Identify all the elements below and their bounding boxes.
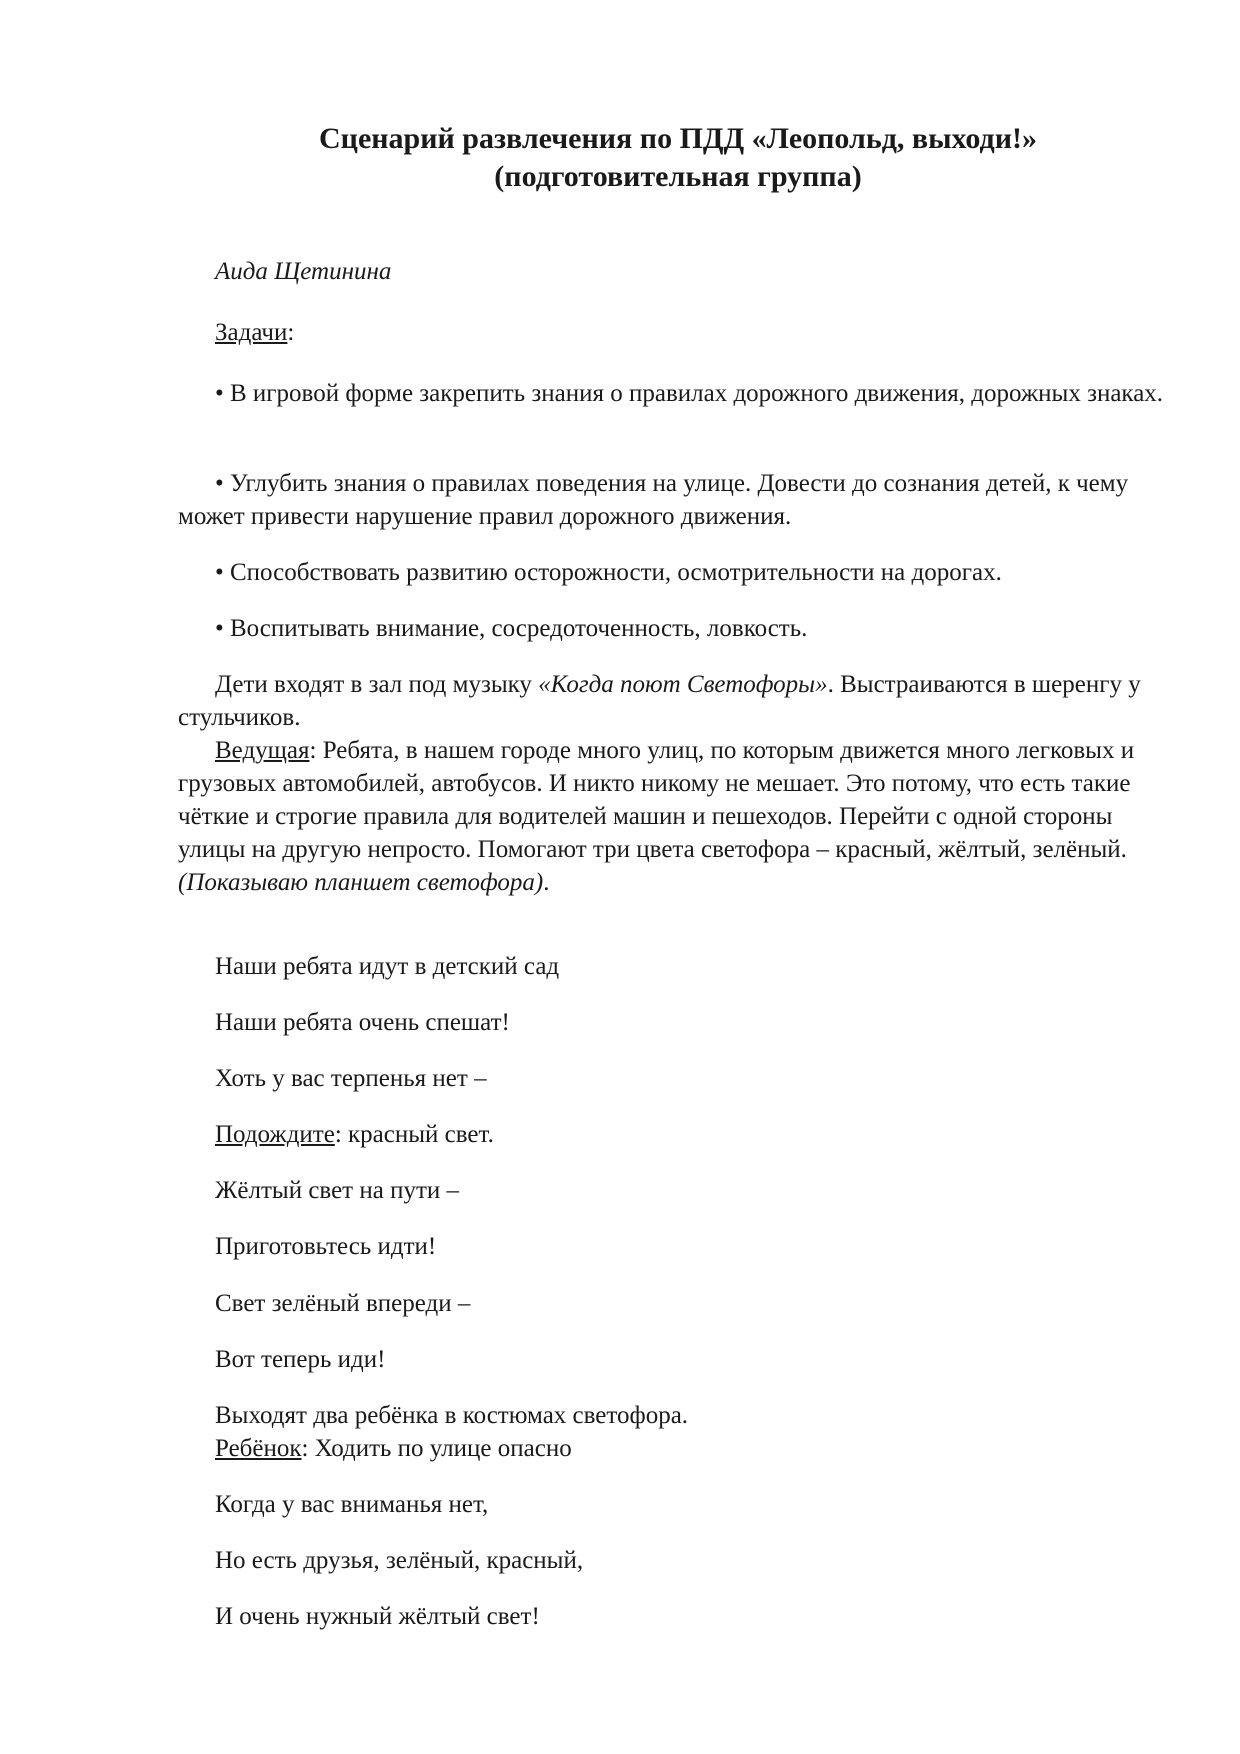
host-stage-direction: (Показываю планшет светофора) <box>178 869 544 896</box>
task-item-2: • Углубить знания о правилах поведения на улице. Довести до сознания детей, к чему может привести нарушение правил дорожного движения. <box>178 470 1129 530</box>
poem-line-7: Свет зелёный впереди – <box>215 1290 471 1317</box>
child-text: : Ходить по улице опасно <box>301 1435 572 1462</box>
wait-rest: : красный свет. <box>334 1121 494 1148</box>
task-item-3: • Способствовать развитию осторожности, осмотрительности на дорогах. <box>215 559 1002 586</box>
poem-line-9: Когда у вас вниманья нет, <box>215 1491 489 1518</box>
tasks-heading-colon: : <box>287 319 295 346</box>
wait-word: Подождите <box>215 1121 335 1148</box>
intro-paragraph <box>178 668 1168 734</box>
host-text: : Ребята, в нашем городе много улиц, по которым движется много легковых и грузовых автомобилей, автобусов. И никто никому не мешает. Это потому, что есть такие чёткие и строгие правила для водителей машин и пешеходов. Перейти с одной стороны улицы на другую непросто. Помогают три цвета светофора – красный, жёлтый, зелёный. <box>178 737 1135 863</box>
host-paragraph <box>178 734 1168 899</box>
child-speaker: Ребёнок <box>215 1435 302 1462</box>
host-end: . <box>543 869 550 896</box>
poem-line-5: Жёлтый свет на пути – <box>215 1177 460 1204</box>
poem-line-2: Наши ребята очень спешат! <box>215 1009 510 1036</box>
task-item-1: • В игровой форме закрепить знания о правилах дорожного движения, дорожных знаках. <box>215 380 1164 407</box>
child-line <box>178 1432 1168 1465</box>
poem-line-6: Приготовьтесь идти! <box>215 1233 437 1260</box>
poem-line-11: И очень нужный жёлтый свет! <box>215 1603 540 1630</box>
intro-text-before: Дети входят в зал под музыку <box>215 671 539 698</box>
tasks-heading <box>178 316 1168 349</box>
title-line-2: (подготовительная группа) <box>494 160 862 193</box>
task-item-4: • Воспитывать внимание, сосредоточенность, ловкость. <box>215 615 808 642</box>
intro-text-after: . Выстраиваются в шеренгу у стульчиков. <box>178 671 1141 731</box>
poem-line-1: Наши ребята идут в детский сад <box>215 953 560 980</box>
intro-song-title: «Когда поют Светофоры» <box>538 671 828 698</box>
tasks-heading-label: Задачи <box>215 319 288 346</box>
poem-line-8: Вот теперь иди! <box>215 1346 386 1373</box>
host-speaker: Ведущая <box>215 737 310 764</box>
poem-line-4 <box>178 1118 1168 1151</box>
document-title <box>178 120 1178 196</box>
author-name: Аида Щетинина <box>215 258 392 285</box>
poem-line-10: Но есть друзья, зелёный, красный, <box>215 1547 584 1574</box>
stage-direction: Выходят два ребёнка в костюмах светофора. <box>215 1402 689 1429</box>
poem-line-3: Хоть у вас терпенья нет – <box>215 1065 487 1092</box>
title-line-1: Сценарий развлечения по ПДД «Леопольд, выходи!» <box>319 122 1037 155</box>
